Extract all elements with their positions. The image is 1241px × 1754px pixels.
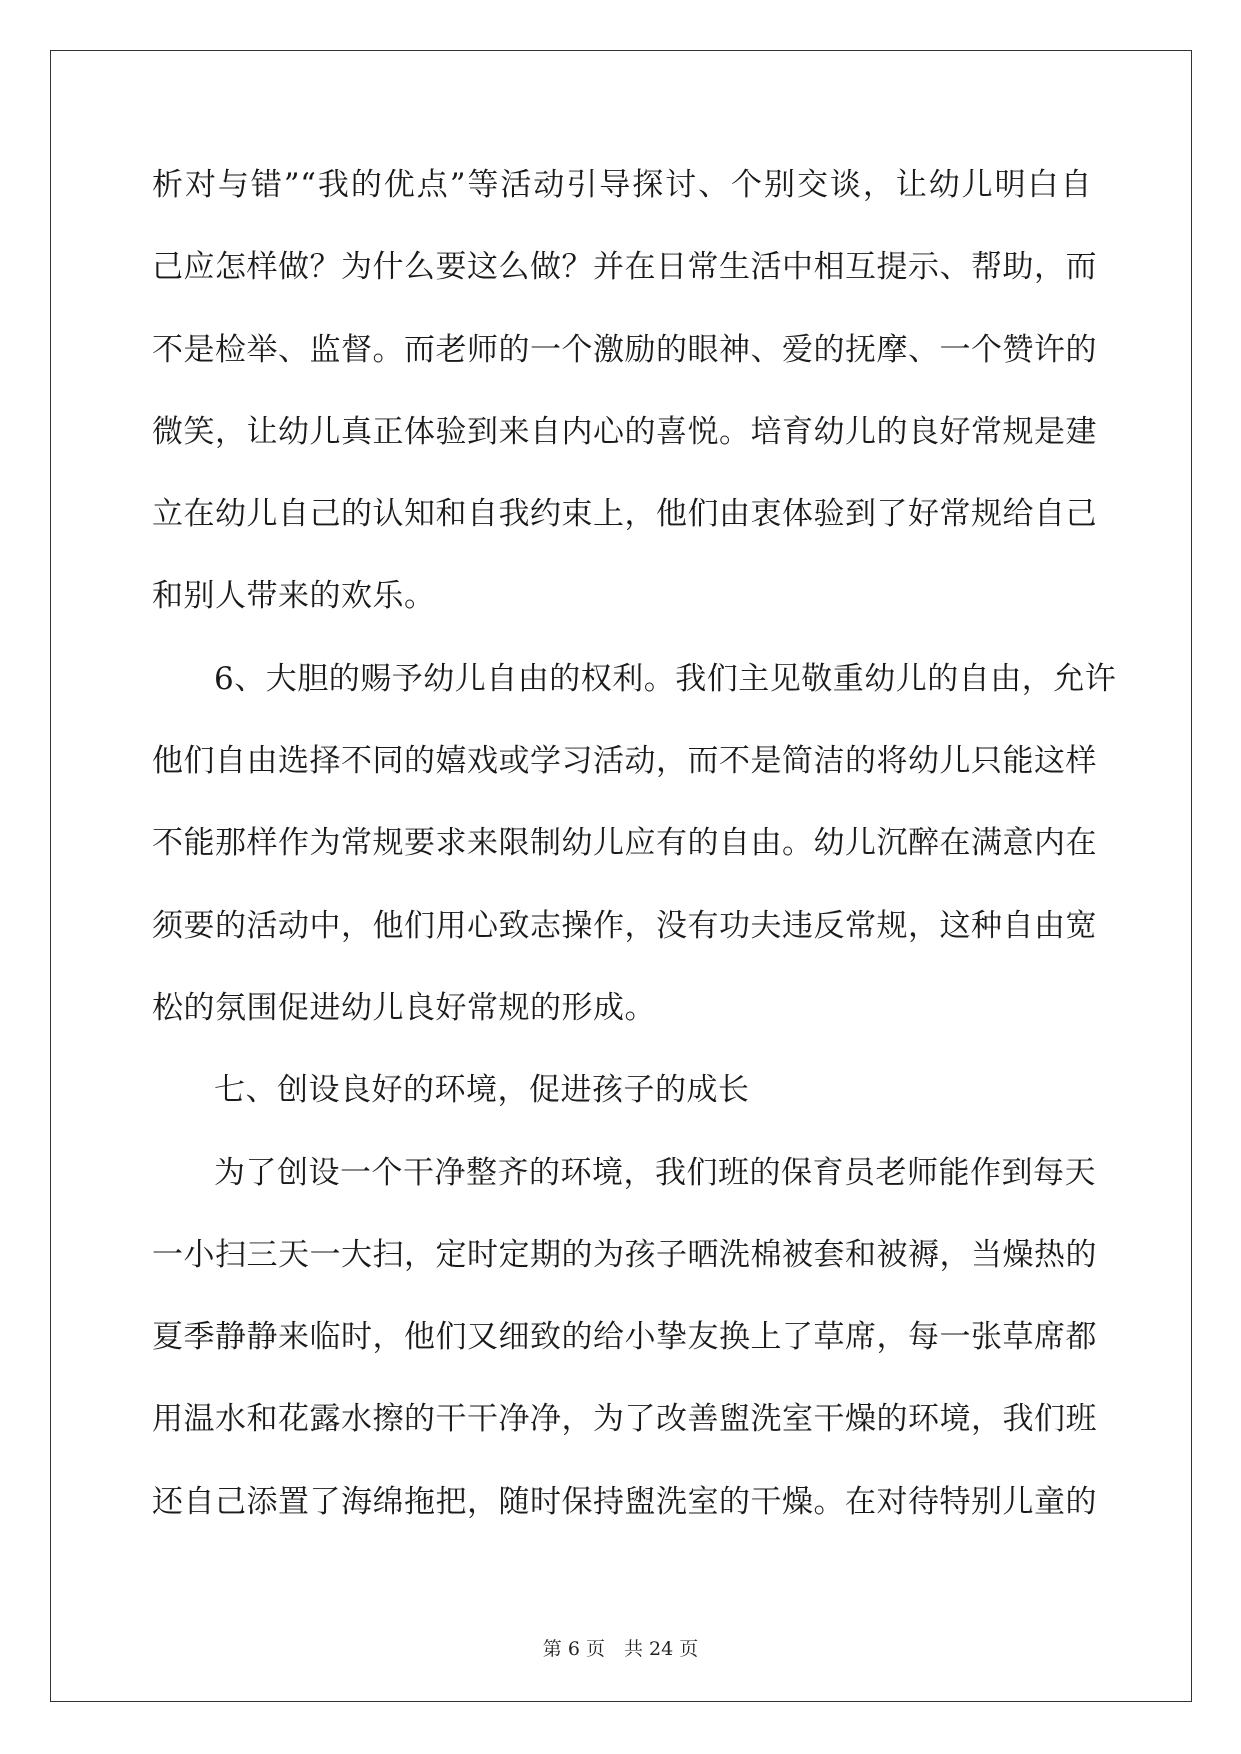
text-line: 为了创设一个干净整齐的环境，我们班的保育员老师能作到每天 — [214, 1154, 1096, 1191]
text-line: 一小扫三天一大扫，定时定期的为孩子晒洗棉被套和被褥，当燥热的 — [152, 1236, 1097, 1273]
text-line: 己应怎样做？为什么要这么做？并在日常生活中相互提示、帮助，而 — [152, 249, 1097, 286]
text-line: 须要的活动中，他们用心致志操作，没有功夫违反常规，这种自由宽 — [152, 907, 1097, 944]
section-heading: 七、创设良好的环境，促进孩子的成长 — [214, 1072, 750, 1109]
text-line: 6、大胆的赐予幼儿自由的权利。我们主见敬重幼儿的自由，允许 — [214, 660, 1117, 697]
text-line: 不能那样作为常规要求来限制幼儿应有的自由。幼儿沉醉在满意内在 — [152, 825, 1097, 862]
document-body — [152, 160, 1117, 1559]
text-line: 析对与错”“我的优点”等活动引导探讨、个别交谈，让幼儿明白自 — [152, 167, 1092, 203]
text-line: 不是检举、监督。而老师的一个激励的眼神、爱的抚摩、一个赞许的 — [152, 331, 1097, 368]
text-line: 夏季静静来临时，他们又细致的给小挚友换上了草席，每一张草席都 — [152, 1319, 1097, 1356]
text-line: 还自己添置了海绵拖把，随时保持盥洗室的干燥。在对待特别儿童的 — [152, 1483, 1097, 1520]
page-number-footer: 第 6 页 共 24 页 — [542, 1638, 699, 1660]
text-line: 立在幼儿自己的认知和自我约束上，他们由衷体验到了好常规给自己 — [152, 496, 1097, 533]
text-line: 微笑，让幼儿真正体验到来自内心的喜悦。培育幼儿的良好常规是建 — [152, 413, 1097, 450]
text-line: 松的氛围促进幼儿良好常规的形成。 — [152, 989, 656, 1026]
text-line: 他们自由选择不同的嬉戏或学习活动，而不是简洁的将幼儿只能这样 — [152, 743, 1097, 780]
text-line: 和别人带来的欢乐。 — [152, 578, 436, 615]
text-line: 用温水和花露水擦的干干净净，为了改善盥洗室干燥的环境，我们班 — [152, 1401, 1097, 1438]
